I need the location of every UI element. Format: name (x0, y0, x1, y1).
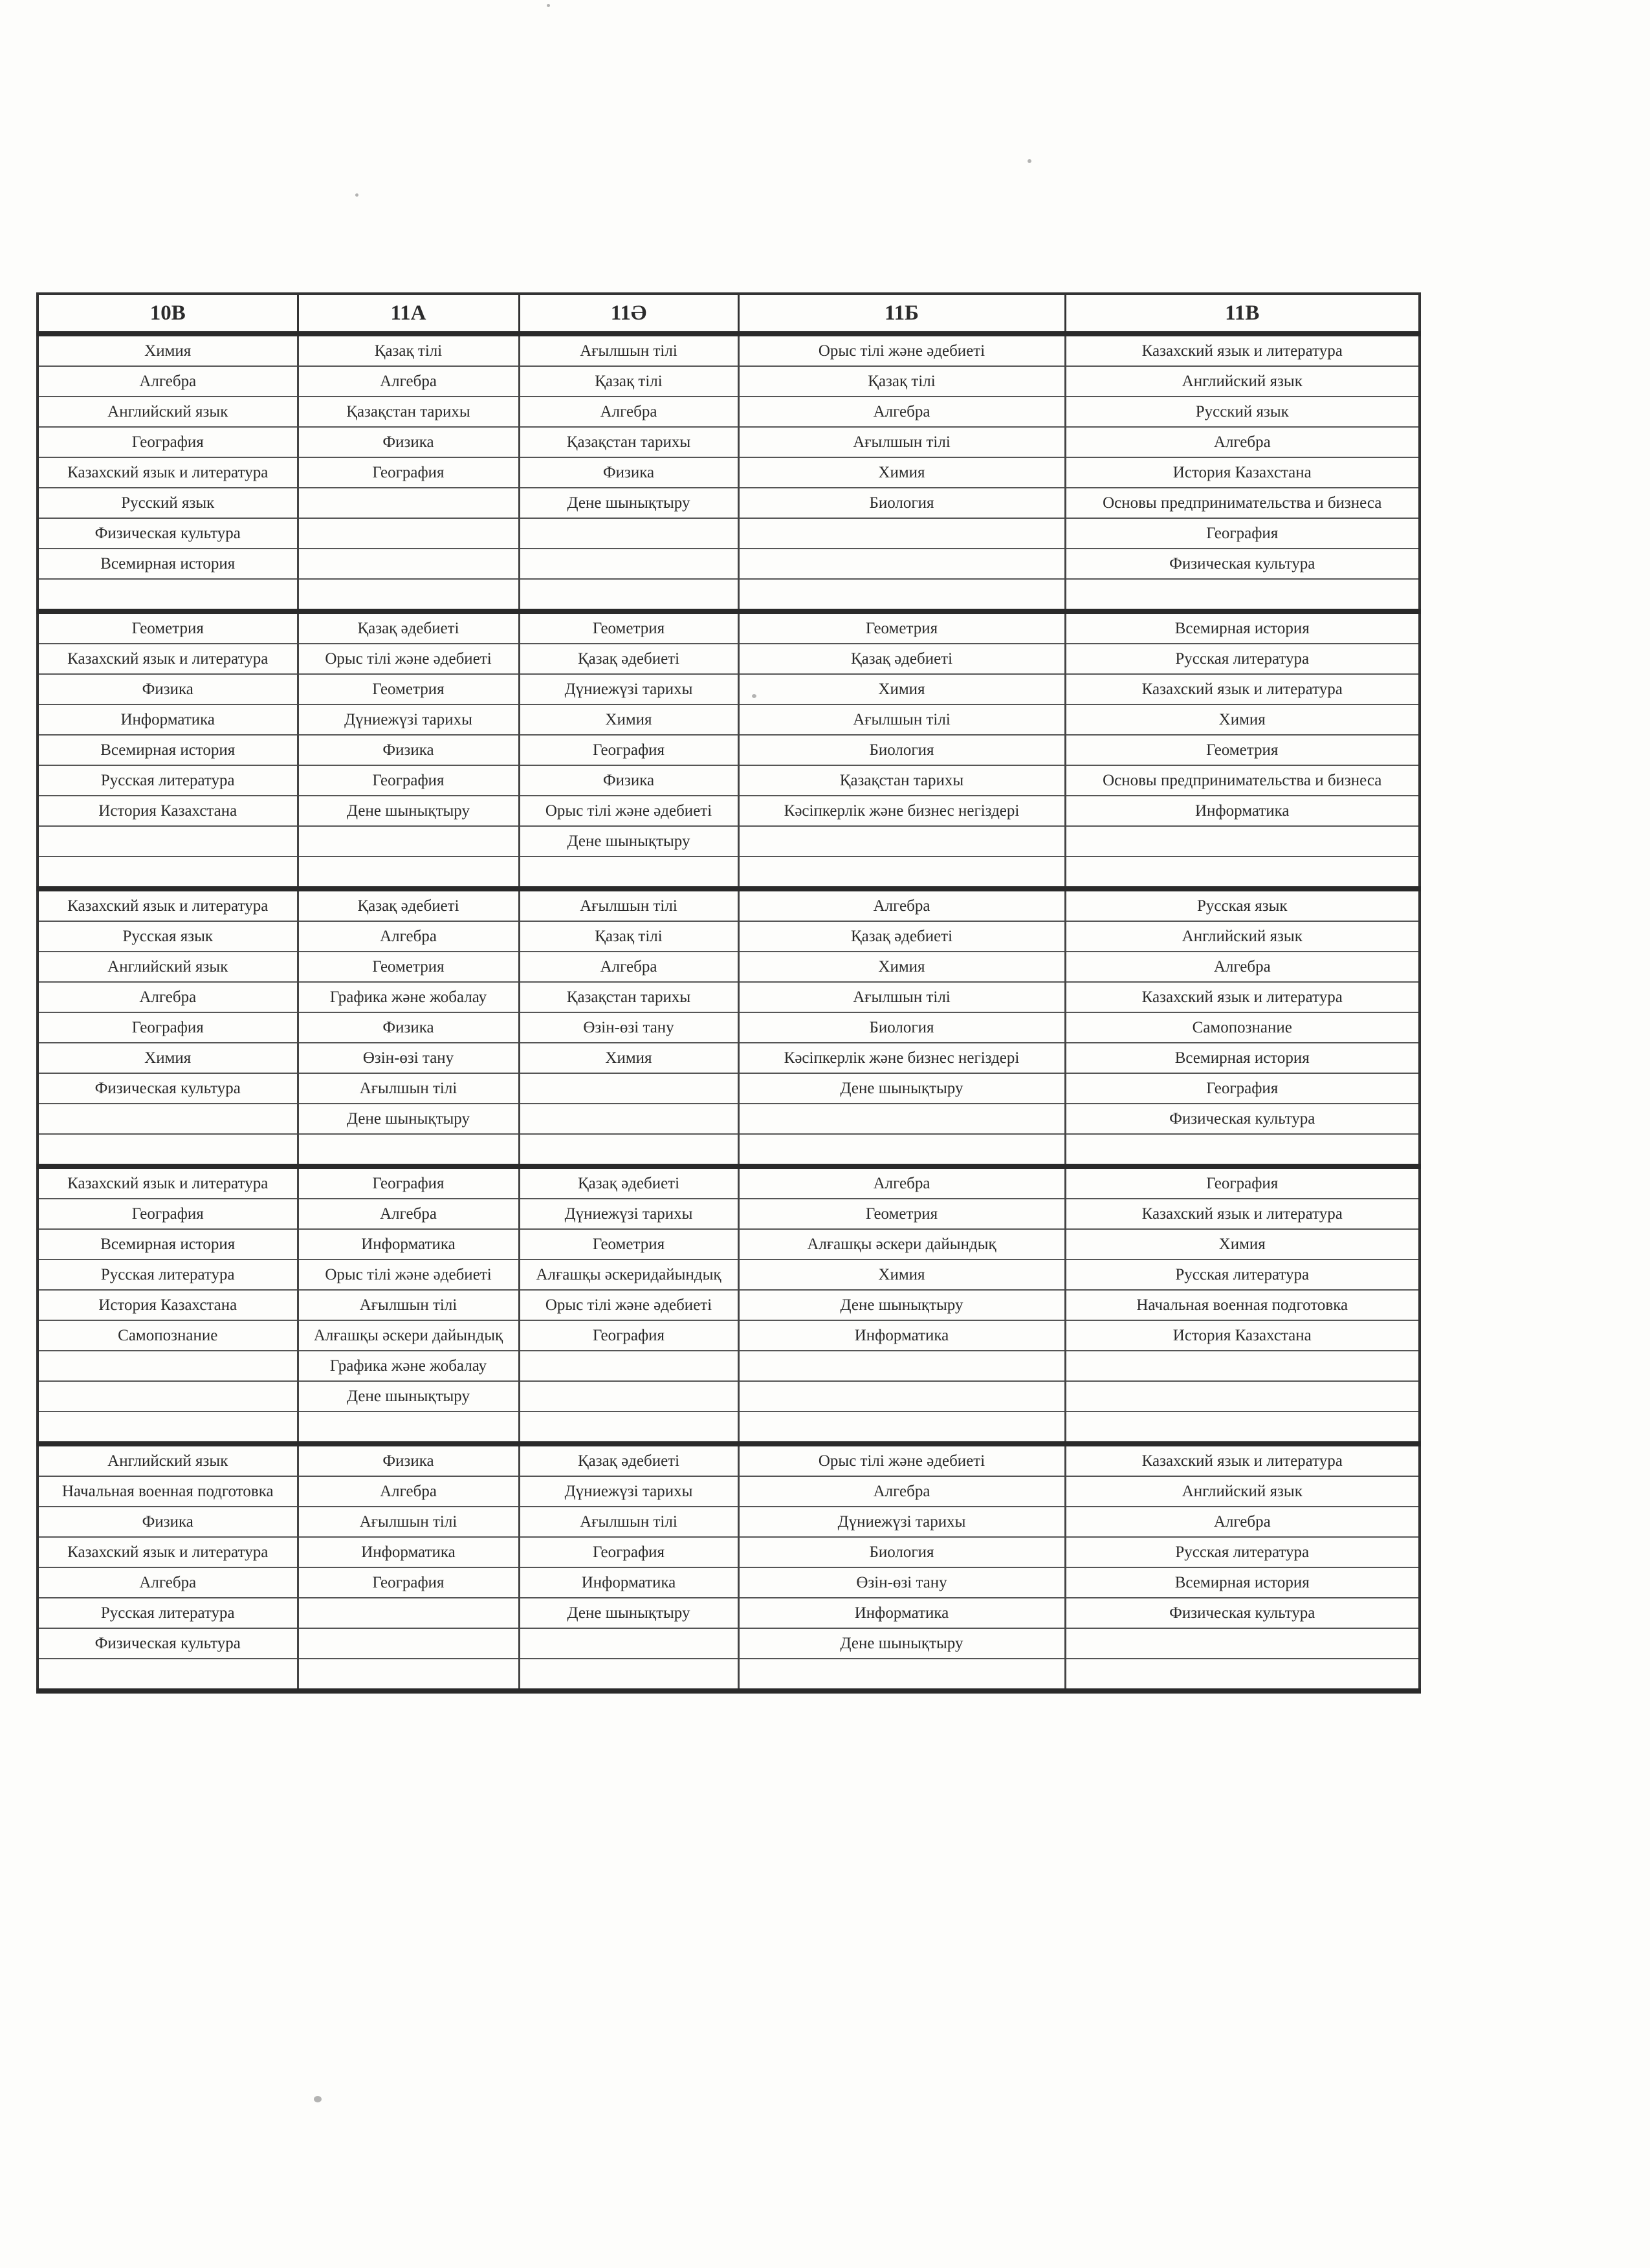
lesson-cell: Геометрия (519, 611, 738, 644)
lesson-row (38, 488, 1420, 518)
lesson-row (38, 1659, 1420, 1691)
lesson-cell (38, 1104, 298, 1134)
lesson-row (38, 644, 1420, 674)
lesson-cell: Қазақстан тарихы (519, 982, 738, 1012)
lesson-cell: Русская литература (1065, 1259, 1420, 1290)
lesson-cell: Ағылшын тілі (298, 1073, 519, 1104)
lesson-cell (298, 1412, 519, 1444)
lesson-cell: Алгебра (738, 1476, 1065, 1507)
lesson-cell (298, 1659, 519, 1691)
lesson-row (38, 1229, 1420, 1259)
lesson-row (38, 1381, 1420, 1412)
lesson-cell: Геометрия (738, 1199, 1065, 1229)
lesson-cell: Дүниежүзі тарихы (298, 704, 519, 735)
lesson-cell: География (298, 1567, 519, 1598)
lesson-cell: Орыс тілі және әдебиеті (519, 1290, 738, 1320)
lesson-cell: Самопознание (38, 1320, 298, 1351)
lesson-cell: Өзін-өзі тану (298, 1043, 519, 1073)
lesson-row (38, 611, 1420, 644)
lesson-cell: Русская язык (1065, 889, 1420, 921)
lesson-cell: Всемирная история (1065, 611, 1420, 644)
lesson-cell: История Казахстана (1065, 1320, 1420, 1351)
lesson-row (38, 1199, 1420, 1229)
lesson-cell: Қазақ әдебиеті (738, 644, 1065, 674)
lesson-cell: Физика (298, 1444, 519, 1476)
lesson-cell: Химия (738, 1259, 1065, 1290)
lesson-cell: География (1065, 518, 1420, 549)
lesson-cell: Начальная военная подготовка (38, 1476, 298, 1507)
lesson-row (38, 1134, 1420, 1166)
lesson-cell: Дүниежүзі тарихы (519, 1199, 738, 1229)
lesson-cell: Өзін-өзі тану (519, 1012, 738, 1043)
class-header: 11Б (738, 294, 1065, 334)
lesson-cell: Химия (38, 334, 298, 366)
lesson-cell (38, 1134, 298, 1166)
lesson-cell: Алгебра (1065, 1507, 1420, 1537)
lesson-cell (38, 1659, 298, 1691)
lesson-row (38, 826, 1420, 856)
lesson-cell (298, 488, 519, 518)
lesson-cell: История Казахстана (1065, 457, 1420, 488)
lesson-row (38, 1444, 1420, 1476)
lesson-cell: Физическая культура (38, 1073, 298, 1104)
lesson-cell: Алгебра (1065, 952, 1420, 982)
lesson-cell: Қазақстан тарихы (519, 427, 738, 457)
lesson-cell: Дүниежүзі тарихы (738, 1507, 1065, 1537)
lesson-cell (1065, 1628, 1420, 1659)
lesson-cell: Химия (1065, 1229, 1420, 1259)
lesson-cell (298, 1628, 519, 1659)
lesson-cell: Английский язык (1065, 921, 1420, 952)
lesson-cell: Английский язык (38, 1444, 298, 1476)
schedule-body (38, 334, 1420, 1691)
schedule-sheet (36, 292, 1418, 1694)
lesson-cell: Ағылшын тілі (298, 1507, 519, 1537)
lesson-cell: Ағылшын тілі (519, 334, 738, 366)
lesson-cell: Биология (738, 1537, 1065, 1567)
lesson-row (38, 952, 1420, 982)
class-header: 11Ә (519, 294, 738, 334)
lesson-cell: Қазақ тілі (738, 366, 1065, 397)
lesson-cell: Начальная военная подготовка (1065, 1290, 1420, 1320)
lesson-cell: Всемирная история (1065, 1043, 1420, 1073)
lesson-cell: Орыс тілі және әдебиеті (298, 1259, 519, 1290)
lesson-cell: Алгебра (298, 1476, 519, 1507)
lesson-cell: Дене шынықтыру (738, 1073, 1065, 1104)
lesson-cell: Орыс тілі және әдебиеті (519, 796, 738, 826)
lesson-cell: Физическая культура (1065, 1104, 1420, 1134)
lesson-cell: Основы предпринимательства и бизнеса (1065, 765, 1420, 796)
lesson-cell: Информатика (738, 1320, 1065, 1351)
lesson-cell: Қазақ әдебиеті (738, 921, 1065, 952)
lesson-cell: Химия (738, 457, 1065, 488)
lesson-cell: Ағылшын тілі (519, 889, 738, 921)
lesson-cell: Қазақ әдебиеті (298, 889, 519, 921)
lesson-cell: Физическая культура (1065, 1598, 1420, 1628)
lesson-cell (1065, 1412, 1420, 1444)
lesson-cell: Химия (1065, 704, 1420, 735)
lesson-cell: Всемирная история (38, 549, 298, 579)
lesson-cell: Орыс тілі және әдебиеті (738, 1444, 1065, 1476)
lesson-row (38, 1012, 1420, 1043)
lesson-cell: География (38, 427, 298, 457)
lesson-cell (519, 1104, 738, 1134)
lesson-cell: Физика (38, 674, 298, 704)
lesson-cell: Русская литература (1065, 644, 1420, 674)
class-header: 11А (298, 294, 519, 334)
lesson-cell: Всемирная история (1065, 1567, 1420, 1598)
lesson-cell (519, 1412, 738, 1444)
lesson-row (38, 427, 1420, 457)
lesson-cell (298, 579, 519, 611)
lesson-cell (519, 1351, 738, 1381)
lesson-cell: Информатика (1065, 796, 1420, 826)
lesson-cell: Алғашқы әскери дайындық (738, 1229, 1065, 1259)
lesson-cell: География (298, 457, 519, 488)
lesson-row (38, 1073, 1420, 1104)
lesson-cell: Русская литература (38, 765, 298, 796)
lesson-cell: Информатика (298, 1229, 519, 1259)
lesson-cell: География (298, 765, 519, 796)
lesson-cell: Ағылшын тілі (298, 1290, 519, 1320)
lesson-cell (38, 579, 298, 611)
lesson-cell: Кәсіпкерлік және бизнес негіздері (738, 796, 1065, 826)
lesson-cell: Дүниежүзі тарихы (519, 674, 738, 704)
lesson-cell (1065, 579, 1420, 611)
lesson-cell: Дене шынықтыру (738, 1628, 1065, 1659)
lesson-cell (738, 856, 1065, 889)
lesson-cell (38, 826, 298, 856)
lesson-cell: Алгебра (738, 1166, 1065, 1199)
lesson-cell: Орыс тілі және әдебиеті (738, 334, 1065, 366)
lesson-cell: Дүниежүзі тарихы (519, 1476, 738, 1507)
lesson-cell: Қазақ тілі (298, 334, 519, 366)
lesson-cell (738, 1134, 1065, 1166)
lesson-cell (1065, 1134, 1420, 1166)
lesson-cell (738, 1412, 1065, 1444)
lesson-row (38, 1320, 1420, 1351)
lesson-cell: Биология (738, 735, 1065, 765)
lesson-cell: Алгебра (519, 952, 738, 982)
lesson-cell: Геометрия (298, 952, 519, 982)
lesson-cell (38, 1412, 298, 1444)
lesson-cell: Казахский язык и литература (38, 1166, 298, 1199)
lesson-cell: Всемирная история (38, 735, 298, 765)
lesson-cell: Қазақ тілі (519, 921, 738, 952)
lesson-cell: Алгебра (38, 982, 298, 1012)
lesson-row (38, 1507, 1420, 1537)
lesson-row (38, 735, 1420, 765)
lesson-cell: Казахский язык и литература (1065, 674, 1420, 704)
lesson-cell (38, 856, 298, 889)
lesson-cell: Геометрия (298, 674, 519, 704)
class-header-row (38, 294, 1420, 334)
lesson-cell: Информатика (38, 704, 298, 735)
lesson-cell: Физика (519, 457, 738, 488)
scan-speck (547, 4, 550, 7)
class-header: 11В (1065, 294, 1420, 334)
lesson-row (38, 674, 1420, 704)
lesson-cell: Казахский язык и литература (1065, 982, 1420, 1012)
lesson-cell: Графика және жобалау (298, 1351, 519, 1381)
lesson-cell: География (38, 1012, 298, 1043)
lesson-cell: Физика (519, 765, 738, 796)
lesson-row (38, 765, 1420, 796)
lesson-cell: Қазақ әдебиеті (298, 611, 519, 644)
lesson-cell: Дене шынықтыру (519, 826, 738, 856)
lesson-cell (738, 549, 1065, 579)
lesson-cell (1065, 856, 1420, 889)
lesson-cell (738, 826, 1065, 856)
lesson-row (38, 1598, 1420, 1628)
lesson-row (38, 397, 1420, 427)
lesson-cell: Алгебра (38, 366, 298, 397)
lesson-cell: Основы предпринимательства и бизнеса (1065, 488, 1420, 518)
lesson-cell (738, 1351, 1065, 1381)
lesson-cell: Английский язык (1065, 366, 1420, 397)
lesson-cell: Дене шынықтыру (298, 1104, 519, 1134)
lesson-cell (738, 1381, 1065, 1412)
lesson-cell: Биология (738, 1012, 1065, 1043)
lesson-cell: Алгебра (1065, 427, 1420, 457)
lesson-cell: Графика және жобалау (298, 982, 519, 1012)
lesson-cell: География (1065, 1166, 1420, 1199)
lesson-cell: Физическая культура (38, 1628, 298, 1659)
lesson-cell: Ағылшын тілі (738, 427, 1065, 457)
lesson-cell: Алгебра (738, 889, 1065, 921)
lesson-row (38, 921, 1420, 952)
scan-speck (314, 2096, 322, 2102)
lesson-cell (298, 549, 519, 579)
lesson-cell: Химия (38, 1043, 298, 1073)
lesson-cell: Орыс тілі және әдебиеті (298, 644, 519, 674)
lesson-row (38, 366, 1420, 397)
lesson-cell: Дене шынықтыру (298, 1381, 519, 1412)
lesson-cell (1065, 1351, 1420, 1381)
lesson-row (38, 579, 1420, 611)
lesson-cell: Химия (519, 704, 738, 735)
lesson-cell: Русская язык (38, 921, 298, 952)
lesson-cell: География (519, 735, 738, 765)
lesson-cell (38, 1351, 298, 1381)
lesson-cell: Қазақстан тарихы (298, 397, 519, 427)
lesson-cell (519, 549, 738, 579)
class-header: 10В (38, 294, 298, 334)
lesson-cell: Қазақ әдебиеті (519, 1166, 738, 1199)
lesson-cell: Дене шынықтыру (738, 1290, 1065, 1320)
lesson-cell (519, 518, 738, 549)
scan-speck (1028, 159, 1031, 163)
lesson-cell (738, 518, 1065, 549)
lesson-cell: Ағылшын тілі (738, 982, 1065, 1012)
lesson-cell (519, 856, 738, 889)
lesson-cell: Русский язык (1065, 397, 1420, 427)
lesson-cell: Ағылшын тілі (738, 704, 1065, 735)
lesson-cell: Геометрия (738, 611, 1065, 644)
lesson-cell (1065, 826, 1420, 856)
lesson-cell: История Казахстана (38, 796, 298, 826)
lesson-cell (519, 1381, 738, 1412)
lesson-cell: География (1065, 1073, 1420, 1104)
lesson-cell: Дене шынықтыру (519, 488, 738, 518)
lesson-cell: Химия (738, 952, 1065, 982)
lesson-row (38, 982, 1420, 1012)
lesson-row (38, 1567, 1420, 1598)
lesson-cell: Физика (38, 1507, 298, 1537)
lesson-row (38, 796, 1420, 826)
lesson-cell (1065, 1381, 1420, 1412)
lesson-cell: Казахский язык и литература (38, 889, 298, 921)
lesson-cell: Алгебра (738, 397, 1065, 427)
lesson-cell: Өзін-өзі тану (738, 1567, 1065, 1598)
lesson-cell: Английский язык (1065, 1476, 1420, 1507)
lesson-cell: География (519, 1537, 738, 1567)
lesson-row (38, 1104, 1420, 1134)
lesson-cell: Английский язык (38, 952, 298, 982)
lesson-row (38, 1043, 1420, 1073)
lesson-cell: История Казахстана (38, 1290, 298, 1320)
lesson-cell: География (298, 1166, 519, 1199)
lesson-row (38, 1166, 1420, 1199)
lesson-row (38, 518, 1420, 549)
lesson-cell (519, 1659, 738, 1691)
lesson-cell (738, 579, 1065, 611)
lesson-cell: Информатика (298, 1537, 519, 1567)
lesson-cell: Казахский язык и литература (38, 644, 298, 674)
lesson-cell: Физика (298, 427, 519, 457)
lesson-cell: Русский язык (38, 488, 298, 518)
lesson-cell: Дене шынықтыру (298, 796, 519, 826)
lesson-cell (38, 1381, 298, 1412)
lesson-cell: Русская литература (1065, 1537, 1420, 1567)
lesson-row (38, 457, 1420, 488)
lesson-cell (519, 1073, 738, 1104)
lesson-cell: Алгебра (38, 1567, 298, 1598)
lesson-row (38, 549, 1420, 579)
scan-speck (355, 193, 358, 197)
lesson-cell: Қазақстан тарихы (738, 765, 1065, 796)
lesson-cell: Информатика (738, 1598, 1065, 1628)
lesson-cell: Алгебра (298, 366, 519, 397)
lesson-cell: Казахский язык и литература (1065, 1199, 1420, 1229)
lesson-cell: Русская литература (38, 1598, 298, 1628)
lesson-row (38, 334, 1420, 366)
lesson-cell: Всемирная история (38, 1229, 298, 1259)
lesson-cell: Казахский язык и литература (38, 457, 298, 488)
lesson-cell: Физическая культура (38, 518, 298, 549)
lesson-cell: Қазақ тілі (519, 366, 738, 397)
lesson-cell: Геометрия (519, 1229, 738, 1259)
lesson-cell: Геометрия (1065, 735, 1420, 765)
lesson-cell: Русская литература (38, 1259, 298, 1290)
lesson-cell (298, 1598, 519, 1628)
lesson-row (38, 1537, 1420, 1567)
lesson-cell: Физическая культура (1065, 549, 1420, 579)
lesson-row (38, 1290, 1420, 1320)
lesson-row (38, 704, 1420, 735)
lesson-cell: Алғашқы әскеридайындық (519, 1259, 738, 1290)
lesson-cell: Қазақ әдебиеті (519, 644, 738, 674)
lesson-cell: Биология (738, 488, 1065, 518)
lesson-cell: Казахский язык и литература (38, 1537, 298, 1567)
lesson-row (38, 1412, 1420, 1444)
lesson-cell: География (519, 1320, 738, 1351)
lesson-cell (738, 1659, 1065, 1691)
schedule-table (36, 292, 1421, 1694)
lesson-row (38, 1476, 1420, 1507)
lesson-cell (1065, 1659, 1420, 1691)
lesson-cell: Английский язык (38, 397, 298, 427)
lesson-cell: Алгебра (298, 921, 519, 952)
lesson-cell: Химия (519, 1043, 738, 1073)
lesson-cell: Казахский язык и литература (1065, 1444, 1420, 1476)
lesson-cell: Алгебра (298, 1199, 519, 1229)
lesson-cell: Казахский язык и литература (1065, 334, 1420, 366)
lesson-cell: География (38, 1199, 298, 1229)
lesson-cell: Физика (298, 735, 519, 765)
lesson-row (38, 889, 1420, 921)
lesson-cell (298, 856, 519, 889)
lesson-cell: Алгебра (519, 397, 738, 427)
lesson-cell (519, 579, 738, 611)
lesson-cell: Геометрия (38, 611, 298, 644)
lesson-cell: Физика (298, 1012, 519, 1043)
lesson-cell (738, 1104, 1065, 1134)
lesson-row (38, 1628, 1420, 1659)
lesson-cell (519, 1628, 738, 1659)
lesson-cell: Ағылшын тілі (519, 1507, 738, 1537)
lesson-cell (298, 1134, 519, 1166)
lesson-cell (298, 518, 519, 549)
lesson-row (38, 1351, 1420, 1381)
lesson-cell (298, 826, 519, 856)
lesson-row (38, 1259, 1420, 1290)
lesson-cell: Информатика (519, 1567, 738, 1598)
lesson-cell: Алғашқы әскери дайындық (298, 1320, 519, 1351)
lesson-cell: Самопознание (1065, 1012, 1420, 1043)
lesson-cell: Дене шынықтыру (519, 1598, 738, 1628)
lesson-cell: Кәсіпкерлік және бизнес негіздері (738, 1043, 1065, 1073)
lesson-row (38, 856, 1420, 889)
lesson-cell: Химия (738, 674, 1065, 704)
lesson-cell (519, 1134, 738, 1166)
lesson-cell: Қазақ әдебиеті (519, 1444, 738, 1476)
